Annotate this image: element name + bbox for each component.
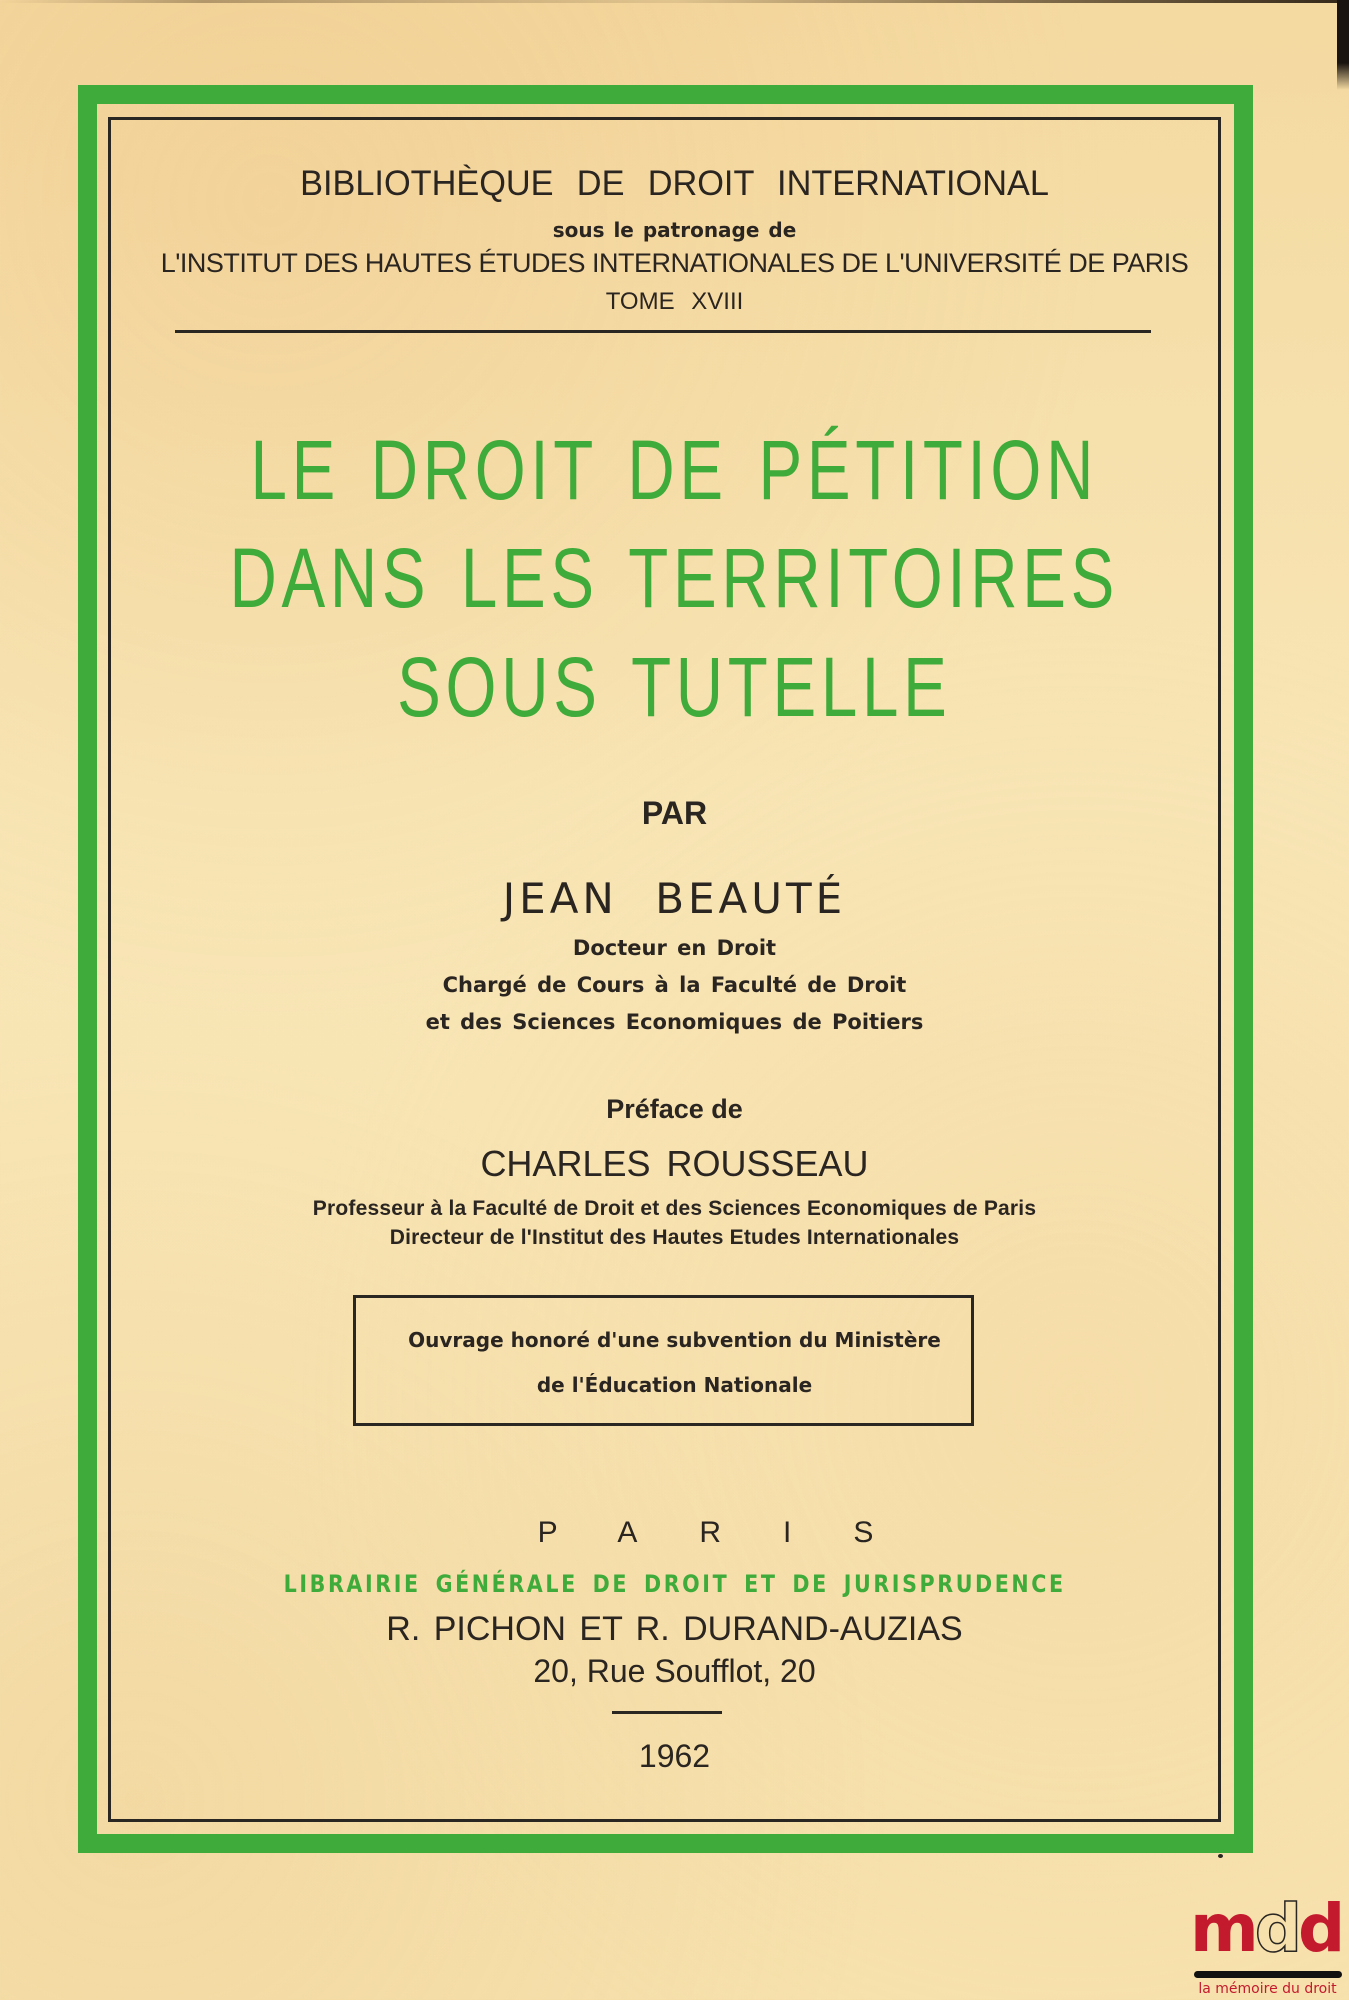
publisher-proprietors: R. PICHON ET R. DURAND-AUZIAS bbox=[386, 1610, 963, 1648]
preface-label: Préface de bbox=[606, 1094, 743, 1124]
book-title-line-3 bbox=[0, 640, 1349, 734]
series-patronage: sous le patronage de bbox=[552, 218, 797, 242]
preface-credential: Directeur de l'Institut des Hautes Etudes Internationales bbox=[389, 1226, 960, 1249]
ink-speck bbox=[1218, 1854, 1223, 1858]
mdd-logo-icon: mdd bbox=[1190, 1890, 1342, 1967]
page-top-edge-shadow bbox=[0, 0, 1349, 3]
grant-notice-box bbox=[353, 1295, 974, 1426]
author-credential: et des Sciences Economiques de Poitiers bbox=[425, 1010, 924, 1034]
header-divider bbox=[175, 330, 1151, 333]
series-name: BIBLIOTHÈQUE DE DROIT INTERNATIONAL bbox=[300, 164, 1049, 203]
year-divider bbox=[612, 1711, 722, 1714]
book-title-text: SOUS TUTELLE bbox=[397, 640, 952, 734]
by-label: PAR bbox=[641, 795, 708, 831]
preface-credential: Professeur à la Faculté de Droit et des Sciences Economiques de Paris bbox=[312, 1197, 1037, 1220]
black-inner-frame bbox=[108, 117, 1221, 1822]
grant-notice-line: Ouvrage honoré d'une subvention du Ministère bbox=[408, 1328, 941, 1352]
book-title-text: DANS LES TERRITOIRES bbox=[229, 531, 1120, 625]
mdd-watermark-logo bbox=[1190, 1890, 1345, 1998]
logo-underline-bar bbox=[1194, 1971, 1342, 1978]
book-title-text: LE DROIT DE PÉTITION bbox=[250, 423, 1099, 517]
author-credential: Chargé de Cours à la Faculté de Droit bbox=[442, 973, 907, 997]
grant-notice-line: de l'Éducation Nationale bbox=[536, 1373, 813, 1397]
author-credential: Docteur en Droit bbox=[572, 936, 777, 960]
book-title-line-2 bbox=[0, 531, 1349, 625]
publisher-address: 20, Rue Soufflot, 20 bbox=[533, 1653, 816, 1689]
series-volume: TOME XVIII bbox=[605, 288, 744, 315]
series-institute: L'INSTITUT DES HAUTES ÉTUDES INTERNATIONALES DE L'UNIVERSITÉ DE PARIS bbox=[160, 248, 1189, 278]
publisher-name-text: LIBRAIRIE GÉNÉRALE DE DROIT ET DE JURISPRUDENCE bbox=[283, 1570, 1066, 1598]
page-corner-shadow bbox=[1337, 0, 1349, 90]
author-name: JEAN BEAUTÉ bbox=[502, 874, 847, 923]
publisher-name bbox=[0, 1572, 1349, 1596]
publisher-city: PARIS bbox=[537, 1516, 936, 1549]
logo-tagline: la mémoire du droit bbox=[1198, 1981, 1337, 1997]
preface-author-name: CHARLES ROUSSEAU bbox=[480, 1143, 869, 1184]
publication-year: 1962 bbox=[638, 1738, 711, 1774]
book-title-line-1 bbox=[0, 423, 1349, 517]
